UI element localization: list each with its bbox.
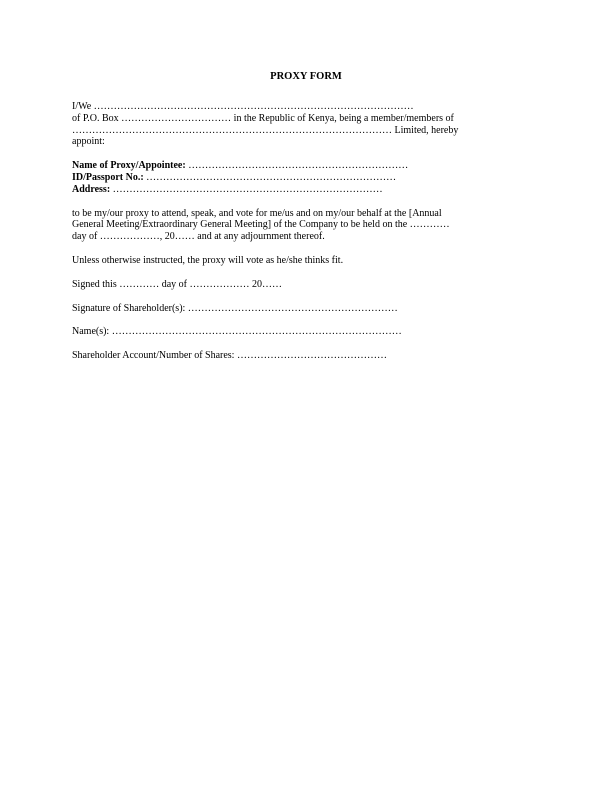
proxy-clause-line-1: to be my/our proxy to attend, speak, and vote for me/us and on my/our behalf at the [Annual [72, 207, 442, 219]
appointee-name-label: Name of Proxy/Appointee: [72, 160, 186, 172]
appointee-id-blank: ………………………………………………………………… [143, 171, 397, 183]
appointee-address-blank: ……………………………………………………………………… [110, 183, 383, 195]
appointee-address-label: Address: [72, 183, 111, 195]
shareholder-names-line: Name(s): …………………………………………………………………………… [72, 326, 402, 338]
form-title: PROXY FORM [270, 71, 342, 82]
intro-line-we: I/We …………………………………………………………………………………… [72, 101, 414, 112]
shareholder-signature-line: Signature of Shareholder(s): ……………………………………………………… [72, 302, 398, 314]
proxy-clause-line-3: day of ………………, 20…… and at any adjournment thereof. [72, 231, 325, 243]
proxy-clause [72, 208, 540, 243]
intro-line-company: …………………………………………………………………………………… Limited, hereby [72, 124, 459, 136]
appointee-id-row [72, 172, 540, 184]
appointee-name-blank: ………………………………………………………… [185, 160, 409, 172]
appointee-name-row [72, 160, 540, 172]
signed-date-line: Signed this ………… day of ……………… 20…… [72, 278, 282, 290]
proxy-form-page [72, 70, 540, 362]
intro-line-po-box: of P.O. Box …………………………… in the Republic of Kenya, being a member/members of [72, 112, 454, 124]
shareholder-account-line: Shareholder Account/Number of Shares: ……………………………………… [72, 350, 387, 362]
proxy-clause-line-2: General Meeting/Extraordinary General Meeting] of the Company to be held on the ………… [72, 219, 450, 231]
appointee-details [72, 160, 540, 195]
intro-line-appoint: appoint: [72, 136, 105, 148]
intro-paragraph [72, 101, 540, 148]
appointee-id-label: ID/Passport No.: [72, 171, 144, 183]
voting-instruction: Unless otherwise instructed, the proxy will vote as he/she thinks fit. [72, 254, 344, 266]
appointee-address-row [72, 184, 540, 196]
